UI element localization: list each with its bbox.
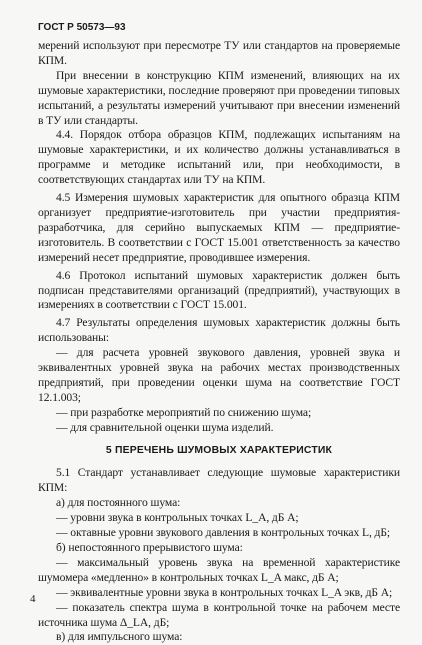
- paragraph-4-4: 4.4. Порядок отбора образцов КПМ, подлежащих испытаниям на шумовые характеристики, и их количество должны устанавливаться в программе и методике испытаний или, при необходимости, в соответствующих стандартах или ТУ на КПМ.: [38, 128, 400, 187]
- list-item: — для расчета уровней звукового давления, уровней звука и эквивалентных уровней звука на рабочих местах производственных предприятий, при проведении оценки шума на соответствие ГОСТ 12.1.003;: [38, 346, 400, 404]
- section-title: 5 ПЕРЕЧЕНЬ ШУМОВЫХ ХАРАКТЕРИСТИК: [105, 444, 333, 456]
- paragraph-4-7: 4.7 Результаты определения шумовых характеристик должны быть использованы:: [38, 316, 400, 345]
- list-item: — максимальный уровень звука на временной характеристике шумомера «медленно» в контрольных точках L_A макс, дБ А;: [38, 555, 400, 584]
- list-item: — октавные уровни звукового давления в контрольных точках L, дБ;: [56, 526, 391, 540]
- list-heading-a: а) для постоянного шума:: [56, 496, 181, 510]
- list-heading-c: в) для импульсного шума:: [56, 630, 183, 644]
- list-item: — показатель спектра шума в контрольной точке на рабочем месте источника шума Δ_LA, дБ;: [38, 600, 400, 629]
- paragraph-5-1: 5.1 Стандарт устанавливает следующие шумовые характеристики КПМ:: [38, 466, 400, 495]
- paragraph: мерений используют при пересмотре ТУ или стандартов на проверяемые КПМ.: [38, 39, 400, 67]
- paragraph-4-6: 4.6 Протокол испытаний шумовых характеристик должен быть подписан представителями организаций (предприятий), участвующих в измерениях в соответствии с ГОСТ 15.001.: [38, 268, 400, 312]
- list-item: — при разработке мероприятий по снижению шума;: [56, 405, 312, 419]
- paragraph-4-5: 4.5 Измерения шумовых характеристик для опытного образца КПМ организует предприятие-изготовитель при участии предприятия-разработчика, для серийно выпускаемых КПМ — предприятие-изготовитель. В соответствии с ГОСТ 15.001 ответственность за качество измерений несет предприятие, проводившее измерения.: [38, 191, 400, 264]
- list-item: — уровни звука в контрольных точках L_A, дБ А;: [56, 511, 299, 525]
- page-number: 4: [30, 593, 36, 605]
- list-item: — эквивалентные уровни звука в контрольных точках L_A экв, дБ А;: [56, 585, 393, 599]
- document-header: ГОСТ Р 50573—93: [38, 22, 126, 33]
- paragraph: При внесении в конструкцию КПМ изменений, влияющих на их шумовые характеристики, последние проверяют при проведении типовых испытаний, а результаты измерений учитывают при внесении изменений в ТУ или стандарты.: [38, 68, 400, 127]
- list-heading-b: б) непостоянного прерывистого шума:: [56, 541, 243, 554]
- list-item: — для сравнительной оценки шума изделий.: [56, 420, 274, 434]
- body-text: [38, 39, 400, 645]
